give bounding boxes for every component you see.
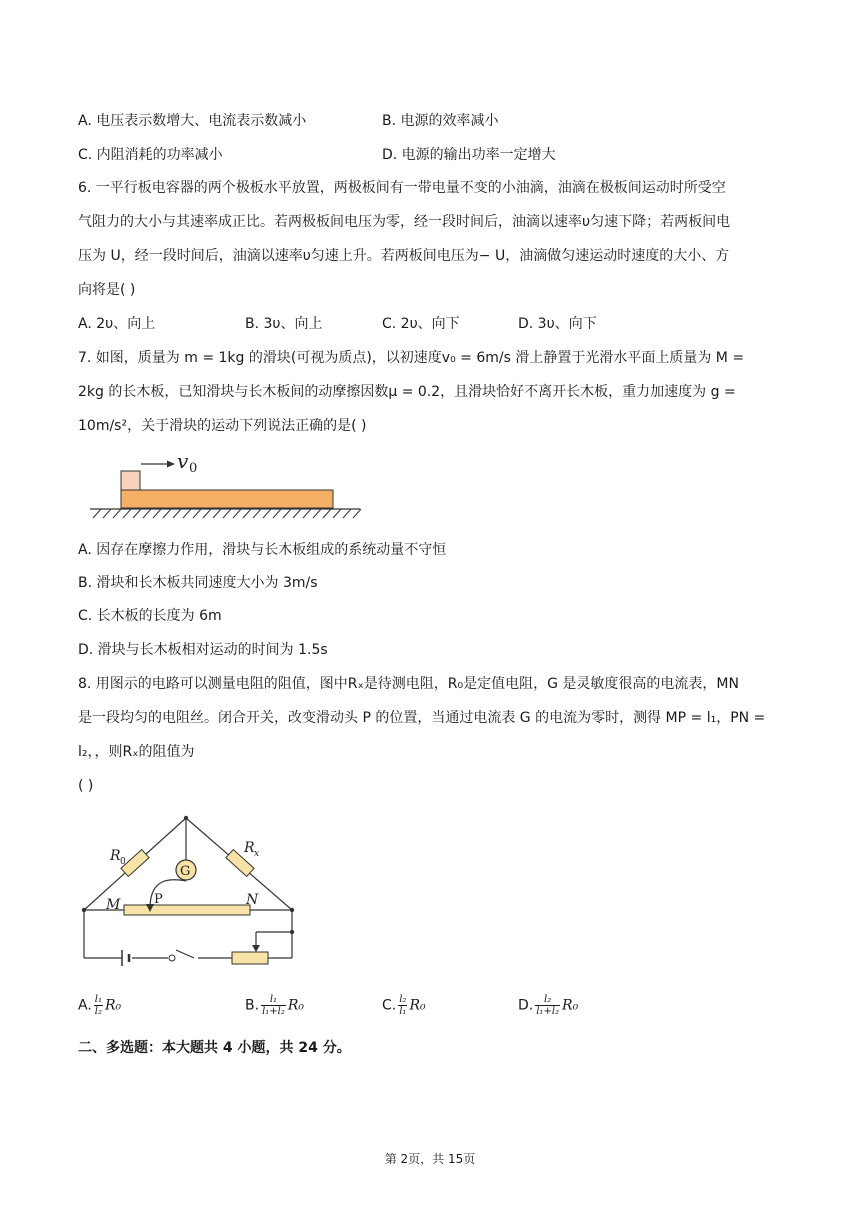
fraction-numerator: l₁ [261,994,286,1006]
velocity-arrowhead [167,461,175,468]
rx-label: R [244,840,255,856]
q7-option-c: C. 长木板的长度为 6m [78,608,222,624]
switch-contact [169,955,175,961]
q8-bridge-circuit-figure [70,808,310,973]
q5-option-c: C. 内阻消耗的功率减小 [78,147,223,163]
q8-option-a [78,994,121,1017]
q7-option-b: B. 滑块和长木板共同速度大小为 3m/s [78,575,318,591]
q8-option-b [245,994,304,1017]
page-footer: 第 2页，共 15页 [384,1152,476,1166]
q5-option-a: A. 电压表示数增大、电流表示数减小 [78,113,307,129]
n-label: N [246,892,259,908]
q7-stem-line-2: 2kg 的长木板，已知滑块与长木板间的动摩擦因数μ = 0.2，且滑块恰好不离开长木板，重力加速度为 g = [78,384,736,400]
q7-stem-line-1: 7. 如图，质量为 m = 1kg 的滑块(可视为质点)，以初速度v₀ = 6m/s 滑上静置于光滑水平面上质量为 M = [78,350,745,366]
m-label: M [106,897,121,913]
left-node [82,908,86,912]
top-node [184,816,188,820]
q7-option-a: A. 因存在摩擦力作用，滑块与长木板组成的系统动量不守恒 [78,542,447,558]
fraction-denominator: l₁+l₂ [536,1006,560,1017]
fraction-numerator: l₂ [535,994,560,1006]
q8-option-d [518,994,578,1017]
q6-stem-line-3: 压为 U，经一段时间后，油滴以速率υ匀速上升。若两板间电压为− U，油滴做匀速运动时速度的大小、方 [78,248,730,264]
r0-label: R [110,848,121,864]
r0-symbol: R₀ [409,997,426,1014]
q8-stem-line-3: l₂，，则Rₓ的阻值为 [78,744,195,760]
long-board [121,490,333,508]
q6-stem-line-4: 向将是( ) [78,282,136,298]
q7-stem-line-3: 10m/s²，关于滑块的运动下列说法正确的是( ) [78,418,367,434]
r0-symbol: R₀ [287,997,305,1014]
option-letter: B. [245,997,260,1014]
ground-hatching [93,509,361,518]
r0-label-subscript: 0 [120,857,126,867]
rheostat-node [290,930,294,934]
velocity-label-subscript: 0 [189,461,198,476]
fraction-numerator: l₁ [94,994,102,1005]
fraction-denominator: l₂ [94,1006,102,1017]
q8-stem-line-4: ( ) [78,778,94,794]
resistance-wire-mn [124,905,250,915]
option-letter: A. [78,997,92,1014]
fraction-denominator: l₁+l₂ [262,1006,285,1017]
galvanometer-label: G [180,864,191,879]
r0-symbol: R₀ [562,997,579,1014]
rheostat [232,952,268,964]
q8-stem-line-2: 是一段均匀的电阻丝。闭合开关，改变滑动头 P 的位置，当通过电流表 G 的电流为零时，测得 MP = l₁，PN = [78,710,766,726]
r0-symbol: R₀ [105,997,122,1014]
fraction [94,994,103,1017]
q6-option-a: A. 2υ、向上 [78,316,156,332]
q6-option-c: C. 2υ、向下 [382,316,460,332]
q7-option-d: D. 滑块与长木板相对运动的时间为 1.5s [78,642,328,658]
q6-option-d: D. 3υ、向下 [518,316,597,332]
right-node [290,908,294,912]
q7-block-board-figure [85,448,370,528]
fraction [535,994,560,1017]
fraction [261,994,286,1017]
fraction-numerator: l₂ [399,994,407,1005]
option-letter: D. [518,997,534,1014]
q8-stem-line-1: 8. 用图示的电路可以测量电阻的阻值，图中Rₓ是待测电阻，R₀是定值电阻，G 是灵敏度很高的电流表，MN [78,676,739,692]
option-letter: C. [382,997,397,1014]
section-heading: 二、多选题：本大题共 4 小题，共 24 分。 [78,1040,351,1056]
q8-option-c [382,994,426,1017]
fraction-denominator: l₁ [399,1006,407,1017]
q6-option-b: B. 3υ、向上 [245,316,323,332]
velocity-label: v [177,449,189,473]
rheostat-slider-arrow [252,945,260,952]
q5-option-b: B. 电源的效率减小 [382,113,499,129]
q5-option-d: D. 电源的输出功率一定增大 [382,147,556,163]
rx-label-subscript: x [254,849,260,859]
slider-block [121,471,140,490]
q6-stem-line-2: 气阻力的大小与其速率成正比。若两极板间电压为零，经一段时间后，油滴以速率υ匀速下降；若两板间电 [78,214,731,230]
p-label: P [154,892,163,907]
fraction [398,994,407,1017]
q6-stem-line-1: 6. 一平行板电容器的两个极板水平放置，两极板间有一带电量不变的小油滴，油滴在极板间运动时所受空 [78,180,726,196]
